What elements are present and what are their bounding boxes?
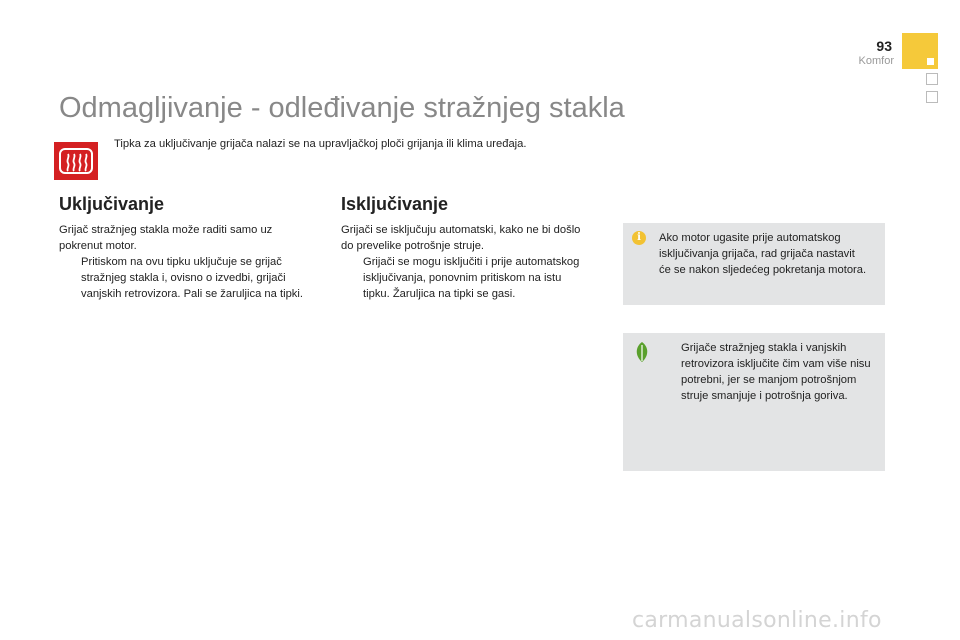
switch-off-section (341, 222, 586, 302)
switch-off-bullet (341, 254, 586, 302)
tab-marker-2 (926, 91, 938, 103)
info-icon: i (632, 231, 646, 245)
bullet-marker-icon (659, 340, 681, 404)
switch-on-bullet (59, 254, 304, 302)
tab-marker-1 (926, 73, 938, 85)
section-tab (902, 33, 938, 69)
watermark: carmanualsonline.info (632, 608, 882, 633)
eco-note-bullet (659, 340, 879, 404)
rear-defrost-icon (54, 142, 98, 180)
switch-off-paragraph: Grijači se isključuju automatski, kako ne bi došlo do prevelike potrošnje struje. (341, 224, 581, 252)
switch-off-bullet-text: Grijači se mogu isključiti i prije automatskog isključivanja, ponovnim pritiskom na istu tipku. Žaruljica na tipki se gasi. (363, 256, 580, 300)
leaf-icon (633, 341, 651, 363)
eco-note (623, 333, 885, 471)
switch-off-heading: Isključivanje (341, 194, 449, 214)
info-note (623, 223, 885, 305)
switch-on-section (59, 222, 304, 302)
switch-on-bullet-text: Pritiskom na ovu tipku uključuje se grijač stražnjeg stakla i, ovisno o izvedbi, grijači vanjskih retrovizora. Pali se žaruljica na tipki. (81, 256, 303, 300)
bullet-marker-icon (341, 254, 363, 302)
switch-on-paragraph: Grijač stražnjeg stakla može raditi samo uz pokrenut motor. (59, 224, 273, 252)
switch-on-heading: Uključivanje (59, 194, 165, 214)
bullet-marker-icon (59, 254, 81, 302)
section-label: Komfor (858, 55, 894, 67)
eco-note-text: Grijače stražnjeg stakla i vanjskih retrovizora isključite čim vam više nisu potrebni, jer se manjom potrošnjom struje smanjuje i potrošnja goriva. (681, 342, 871, 402)
intro-text: Tipka za uključivanje grijača nalazi se na upravljačkoj ploči grijanja ili klima uređaja. (114, 138, 527, 150)
tab-dot (927, 58, 934, 65)
page-number: 93 (876, 38, 892, 54)
page-title: Odmagljivanje - odleđivanje stražnjeg stakla (59, 92, 625, 124)
info-note-text: Ako motor ugasite prije automatskog isključivanja grijača, rad grijača nastavit će se nakon sljedećeg pokretanja motora. (659, 232, 867, 276)
